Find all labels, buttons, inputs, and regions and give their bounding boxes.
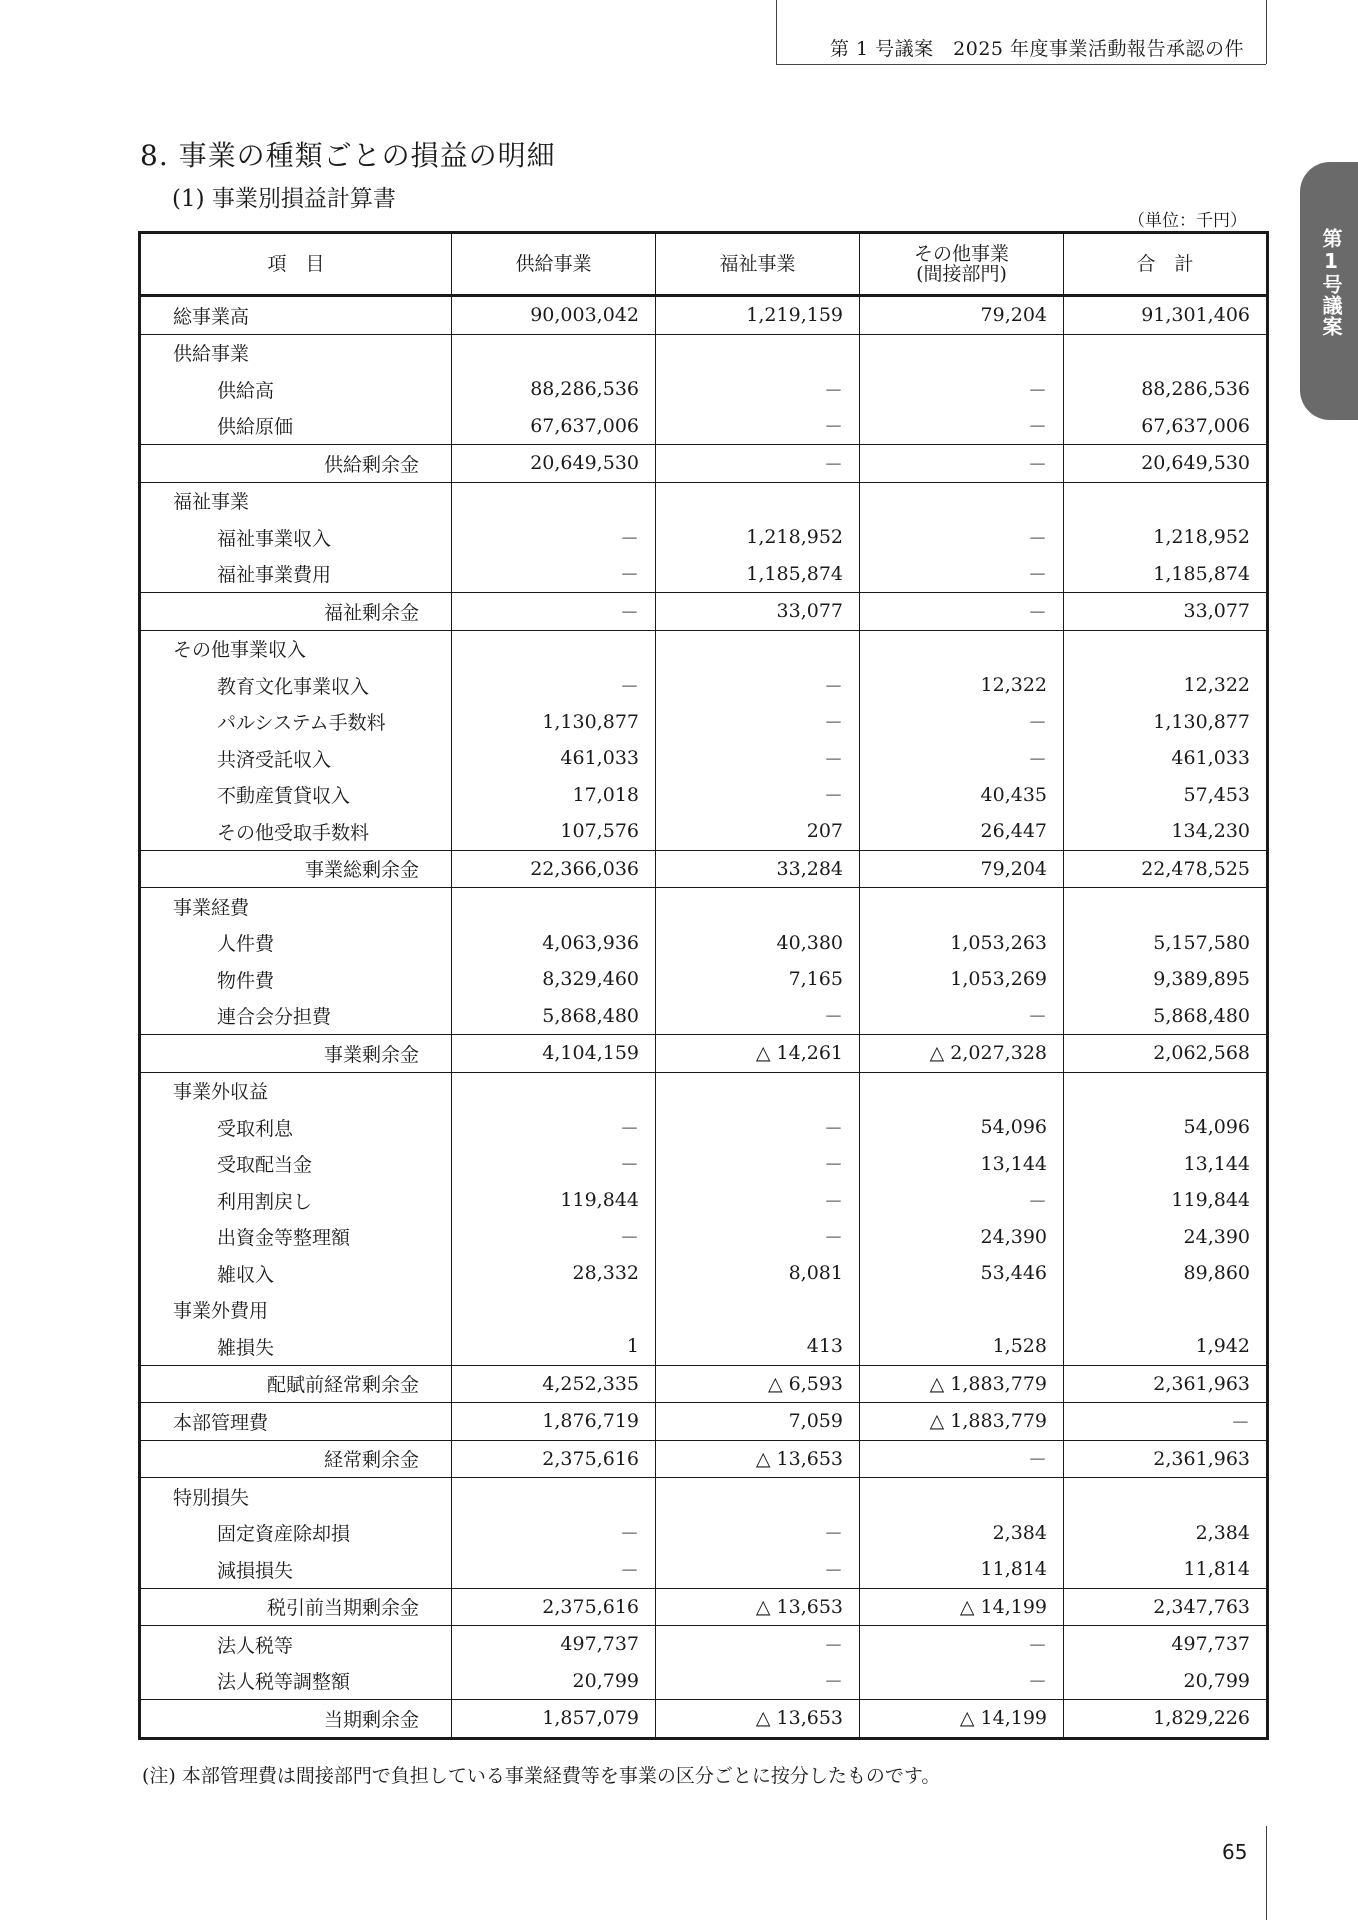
- cell-supply: 4,252,335: [452, 1365, 656, 1403]
- cell-other: [860, 1072, 1064, 1109]
- cell-welfare: 413: [656, 1328, 860, 1365]
- row-label: 配賦前経常剰余金: [140, 1365, 452, 1403]
- cell-supply: 4,104,159: [452, 1035, 656, 1073]
- cell-supply: [452, 1292, 656, 1329]
- cell-welfare: 33,284: [656, 850, 860, 888]
- cell-total: 12,322: [1064, 667, 1268, 704]
- row-label: パルシステム手数料: [217, 712, 386, 735]
- cell-welfare: －: [656, 408, 860, 445]
- row-label: 雑損失: [217, 1336, 275, 1359]
- cell-supply: －: [452, 1219, 656, 1256]
- cell-welfare: [656, 888, 860, 925]
- cell-total: －: [1064, 1403, 1268, 1441]
- row-label: 当期剰余金: [140, 1700, 452, 1739]
- cell-supply: 2,375,616: [452, 1588, 656, 1626]
- table-row: [140, 1072, 1268, 1109]
- cell-supply: 8,329,460: [452, 961, 656, 998]
- cell-other: 24,390: [860, 1219, 1064, 1256]
- cell-welfare: －: [656, 1109, 860, 1146]
- cell-welfare: [656, 482, 860, 519]
- row-label: 減損損失: [217, 1559, 294, 1582]
- table-row: [140, 1515, 1268, 1552]
- cell-total: 1,185,874: [1064, 556, 1268, 593]
- cell-other: [860, 482, 1064, 519]
- cell-total: [1064, 1478, 1268, 1515]
- cell-supply: [452, 630, 656, 667]
- cell-welfare: [656, 1292, 860, 1329]
- cell-welfare: 40,380: [656, 925, 860, 962]
- cell-other: －: [860, 740, 1064, 777]
- row-label: 供給原価: [217, 416, 294, 439]
- cell-supply: 107,576: [452, 813, 656, 850]
- table-row: [140, 1328, 1268, 1365]
- table-row: [140, 482, 1268, 519]
- cell-total: 2,361,963: [1064, 1440, 1268, 1478]
- table-row: [140, 850, 1268, 888]
- cell-total: 89,860: [1064, 1255, 1268, 1292]
- table-row: [140, 1588, 1268, 1626]
- table-row: [140, 813, 1268, 850]
- cell-other: 79,204: [860, 850, 1064, 888]
- cell-total: 67,637,006: [1064, 408, 1268, 445]
- row-label: 税引前当期剰余金: [140, 1588, 452, 1626]
- table-row: [140, 1146, 1268, 1183]
- cell-welfare: 7,059: [656, 1403, 860, 1441]
- table-row: [140, 519, 1268, 556]
- cell-total: 24,390: [1064, 1219, 1268, 1256]
- cell-supply: [452, 1478, 656, 1515]
- table-row: [140, 593, 1268, 631]
- cell-total: 119,844: [1064, 1182, 1268, 1219]
- cell-other: [860, 630, 1064, 667]
- table-row: [140, 1035, 1268, 1073]
- cell-other: 40,435: [860, 777, 1064, 814]
- cell-other: 11,814: [860, 1551, 1064, 1588]
- row-label: 総事業高: [173, 305, 250, 328]
- cell-supply: －: [452, 667, 656, 704]
- table-body: [140, 296, 1268, 1739]
- cell-other: 1,053,269: [860, 961, 1064, 998]
- header-total: 合 計: [1064, 233, 1268, 296]
- cell-supply: 2,375,616: [452, 1440, 656, 1478]
- header-welfare: 福祉事業: [656, 233, 860, 296]
- cell-other: －: [860, 1440, 1064, 1478]
- cell-supply: [452, 334, 656, 371]
- row-label: 経常剰余金: [140, 1440, 452, 1478]
- cell-other: [860, 1292, 1064, 1329]
- row-label: 利用割戻し: [217, 1190, 313, 1213]
- cell-other: 12,322: [860, 667, 1064, 704]
- cell-supply: 1,857,079: [452, 1700, 656, 1739]
- table-row: [140, 371, 1268, 408]
- cell-supply: －: [452, 593, 656, 631]
- row-label: 福祉事業費用: [217, 564, 332, 587]
- cell-supply: [452, 1072, 656, 1109]
- table-row: [140, 888, 1268, 925]
- cell-total: 5,868,480: [1064, 998, 1268, 1035]
- row-label: 連合会分担費: [217, 1006, 332, 1029]
- cell-other: △ 1,883,779: [860, 1403, 1064, 1441]
- cell-welfare: 1,218,952: [656, 519, 860, 556]
- cell-total: 1,130,877: [1064, 704, 1268, 741]
- row-label: 教育文化事業収入: [217, 675, 370, 698]
- table-header-row: [140, 233, 1268, 296]
- cell-supply: 20,799: [452, 1663, 656, 1700]
- cell-other: 1,528: [860, 1328, 1064, 1365]
- row-label: 事業剰余金: [140, 1035, 452, 1073]
- cell-other: 54,096: [860, 1109, 1064, 1146]
- cell-other: －: [860, 704, 1064, 741]
- running-header: 第 1 号議案 2025 年度事業活動報告承認の件: [830, 38, 1245, 60]
- row-label: 受取配当金: [217, 1154, 313, 1177]
- cell-supply: 5,868,480: [452, 998, 656, 1035]
- table-row: [140, 1663, 1268, 1700]
- header-item: 項 目: [140, 233, 452, 296]
- header-divider-bottom: [776, 64, 1266, 65]
- cell-welfare: 8,081: [656, 1255, 860, 1292]
- cell-welfare: 7,165: [656, 961, 860, 998]
- table-row: [140, 1109, 1268, 1146]
- row-label: 出資金等整理額: [217, 1227, 351, 1250]
- cell-supply: －: [452, 1146, 656, 1183]
- cell-other: 13,144: [860, 1146, 1064, 1183]
- table-row: [140, 1626, 1268, 1663]
- row-label: 雑収入: [217, 1263, 275, 1286]
- row-label: その他事業収入: [140, 630, 452, 667]
- row-label: その他受取手数料: [217, 821, 370, 844]
- row-label: 供給剰余金: [140, 445, 452, 483]
- cell-welfare: [656, 630, 860, 667]
- cell-total: 13,144: [1064, 1146, 1268, 1183]
- cell-welfare: △ 13,653: [656, 1440, 860, 1478]
- cell-supply: －: [452, 519, 656, 556]
- cell-other: －: [860, 371, 1064, 408]
- table-row: [140, 667, 1268, 704]
- cell-other: －: [860, 445, 1064, 483]
- header-other: [860, 233, 1064, 296]
- table-row: [140, 445, 1268, 483]
- cell-other: －: [860, 1626, 1064, 1663]
- cell-welfare: △ 13,653: [656, 1700, 860, 1739]
- table-row: [140, 1219, 1268, 1256]
- table-row: [140, 925, 1268, 962]
- cell-other: －: [860, 519, 1064, 556]
- table-row: [140, 998, 1268, 1035]
- row-label: 事業外収益: [140, 1072, 452, 1109]
- cell-welfare: －: [656, 777, 860, 814]
- cell-total: [1064, 1292, 1268, 1329]
- row-label: 事業総剰余金: [140, 850, 452, 888]
- cell-welfare: 1,219,159: [656, 296, 860, 335]
- unit-label: （単位：千円）: [1128, 211, 1247, 231]
- cell-other: △ 14,199: [860, 1700, 1064, 1739]
- table-row: [140, 1292, 1268, 1329]
- row-label: 受取利息: [217, 1117, 294, 1140]
- header-other-label: その他事業 (間接部門): [913, 243, 1009, 285]
- cell-other: △ 14,199: [860, 1588, 1064, 1626]
- cell-supply: 90,003,042: [452, 296, 656, 335]
- row-label: 事業経費: [140, 888, 452, 925]
- cell-total: 1,218,952: [1064, 519, 1268, 556]
- cell-welfare: －: [656, 704, 860, 741]
- cell-total: [1064, 482, 1268, 519]
- cell-total: 2,347,763: [1064, 1588, 1268, 1626]
- cell-supply: －: [452, 556, 656, 593]
- cell-welfare: －: [656, 998, 860, 1035]
- cell-total: 20,649,530: [1064, 445, 1268, 483]
- table-row: [140, 1440, 1268, 1478]
- section-title: 8. 事業の種類ごとの損益の明細: [140, 139, 556, 172]
- cell-total: 2,361,963: [1064, 1365, 1268, 1403]
- cell-other: [860, 888, 1064, 925]
- table-row: [140, 1700, 1268, 1739]
- table-row: [140, 1255, 1268, 1292]
- row-label: 物件費: [217, 969, 275, 992]
- cell-supply: [452, 888, 656, 925]
- header-divider-left: [776, 0, 777, 64]
- cell-supply: 28,332: [452, 1255, 656, 1292]
- section-subtitle: (1) 事業別損益計算書: [172, 186, 396, 212]
- cell-welfare: [656, 334, 860, 371]
- cell-other: 2,384: [860, 1515, 1064, 1552]
- cell-total: 91,301,406: [1064, 296, 1268, 335]
- table-row: [140, 1478, 1268, 1515]
- cell-supply: 461,033: [452, 740, 656, 777]
- row-label: 法人税等調整額: [217, 1671, 351, 1694]
- table-row: [140, 1403, 1268, 1441]
- cell-welfare: 207: [656, 813, 860, 850]
- cell-supply: 88,286,536: [452, 371, 656, 408]
- cell-total: [1064, 334, 1268, 371]
- cell-welfare: －: [656, 1146, 860, 1183]
- cell-total: 54,096: [1064, 1109, 1268, 1146]
- cell-welfare: －: [656, 667, 860, 704]
- cell-other: －: [860, 1182, 1064, 1219]
- cell-total: [1064, 1072, 1268, 1109]
- row-label: 固定資産除却損: [217, 1523, 351, 1546]
- cell-welfare: －: [656, 1182, 860, 1219]
- table-row: [140, 556, 1268, 593]
- cell-supply: 4,063,936: [452, 925, 656, 962]
- cell-total: 33,077: [1064, 593, 1268, 631]
- row-label: 供給高: [217, 379, 275, 402]
- cell-other: －: [860, 1663, 1064, 1700]
- cell-other: △ 1,883,779: [860, 1365, 1064, 1403]
- cell-other: 1,053,263: [860, 925, 1064, 962]
- cell-welfare: －: [656, 1515, 860, 1552]
- footnote: (注) 本部管理費は間接部門で負担している事業経費等を事業の区分ごとに按分したものです。: [142, 1765, 941, 1787]
- row-label: 共済受託収入: [217, 748, 332, 771]
- row-label: 供給事業: [140, 334, 452, 371]
- cell-supply: 119,844: [452, 1182, 656, 1219]
- cell-other: －: [860, 998, 1064, 1035]
- cell-supply: 67,637,006: [452, 408, 656, 445]
- cell-supply: 1,130,877: [452, 704, 656, 741]
- cell-total: [1064, 630, 1268, 667]
- cell-other: 53,446: [860, 1255, 1064, 1292]
- cell-other: －: [860, 556, 1064, 593]
- table-row: [140, 296, 1268, 335]
- cell-welfare: △ 14,261: [656, 1035, 860, 1073]
- cell-total: [1064, 888, 1268, 925]
- row-label: 不動産賃貸収入: [217, 785, 351, 808]
- footer-divider: [1266, 1826, 1267, 1920]
- cell-welfare: －: [656, 371, 860, 408]
- table-row: [140, 334, 1268, 371]
- cell-total: 2,384: [1064, 1515, 1268, 1552]
- cell-total: 1,942: [1064, 1328, 1268, 1365]
- row-label: 本部管理費: [140, 1403, 452, 1441]
- table-row: [140, 1182, 1268, 1219]
- table-row: [140, 777, 1268, 814]
- cell-supply: －: [452, 1109, 656, 1146]
- cell-total: 22,478,525: [1064, 850, 1268, 888]
- cell-welfare: [656, 1072, 860, 1109]
- cell-total: 497,737: [1064, 1626, 1268, 1663]
- row-label: 事業外費用: [173, 1300, 269, 1323]
- cell-total: 88,286,536: [1064, 371, 1268, 408]
- row-label: 福祉剰余金: [140, 593, 452, 631]
- cell-other: [860, 334, 1064, 371]
- cell-supply: 497,737: [452, 1626, 656, 1663]
- cell-welfare: △ 6,593: [656, 1365, 860, 1403]
- table-row: [140, 408, 1268, 445]
- cell-supply: 1,876,719: [452, 1403, 656, 1441]
- page-number: 65: [1222, 1840, 1248, 1864]
- cell-welfare: 1,185,874: [656, 556, 860, 593]
- header-supply: 供給事業: [452, 233, 656, 296]
- cell-total: 5,157,580: [1064, 925, 1268, 962]
- cell-total: 20,799: [1064, 1663, 1268, 1700]
- cell-supply: －: [452, 1551, 656, 1588]
- cell-supply: 20,649,530: [452, 445, 656, 483]
- cell-other: [860, 1478, 1064, 1515]
- cell-other: 79,204: [860, 296, 1064, 335]
- cell-total: 9,389,895: [1064, 961, 1268, 998]
- cell-welfare: －: [656, 1626, 860, 1663]
- cell-total: 57,453: [1064, 777, 1268, 814]
- header-divider-right: [1266, 0, 1267, 64]
- cell-welfare: 33,077: [656, 593, 860, 631]
- cell-other: －: [860, 593, 1064, 631]
- cell-total: 1,829,226: [1064, 1700, 1268, 1739]
- table-row: [140, 630, 1268, 667]
- cell-welfare: △ 13,653: [656, 1588, 860, 1626]
- cell-welfare: －: [656, 1663, 860, 1700]
- cell-welfare: －: [656, 1551, 860, 1588]
- row-label: 特別損失: [140, 1478, 452, 1515]
- cell-total: 461,033: [1064, 740, 1268, 777]
- cell-total: 134,230: [1064, 813, 1268, 850]
- cell-other: 26,447: [860, 813, 1064, 850]
- table-row: [140, 961, 1268, 998]
- row-label: 人件費: [217, 933, 275, 956]
- table-row: [140, 1365, 1268, 1403]
- cell-other: －: [860, 408, 1064, 445]
- row-label: 法人税等: [140, 1626, 452, 1663]
- cell-supply: 22,366,036: [452, 850, 656, 888]
- table-row: [140, 740, 1268, 777]
- cell-welfare: －: [656, 1219, 860, 1256]
- cell-supply: [452, 482, 656, 519]
- row-label: 福祉事業収入: [217, 527, 332, 550]
- row-label: 福祉事業: [140, 482, 452, 519]
- cell-total: 11,814: [1064, 1551, 1268, 1588]
- cell-supply: －: [452, 1515, 656, 1552]
- income-statement-table: [138, 231, 1269, 1740]
- cell-welfare: －: [656, 740, 860, 777]
- table-row: [140, 1551, 1268, 1588]
- cell-supply: 1: [452, 1328, 656, 1365]
- side-index-tab-label: 第1号議案: [1319, 228, 1343, 337]
- cell-welfare: [656, 1478, 860, 1515]
- table-row: [140, 704, 1268, 741]
- cell-total: 2,062,568: [1064, 1035, 1268, 1073]
- cell-supply: 17,018: [452, 777, 656, 814]
- cell-welfare: －: [656, 445, 860, 483]
- cell-other: △ 2,027,328: [860, 1035, 1064, 1073]
